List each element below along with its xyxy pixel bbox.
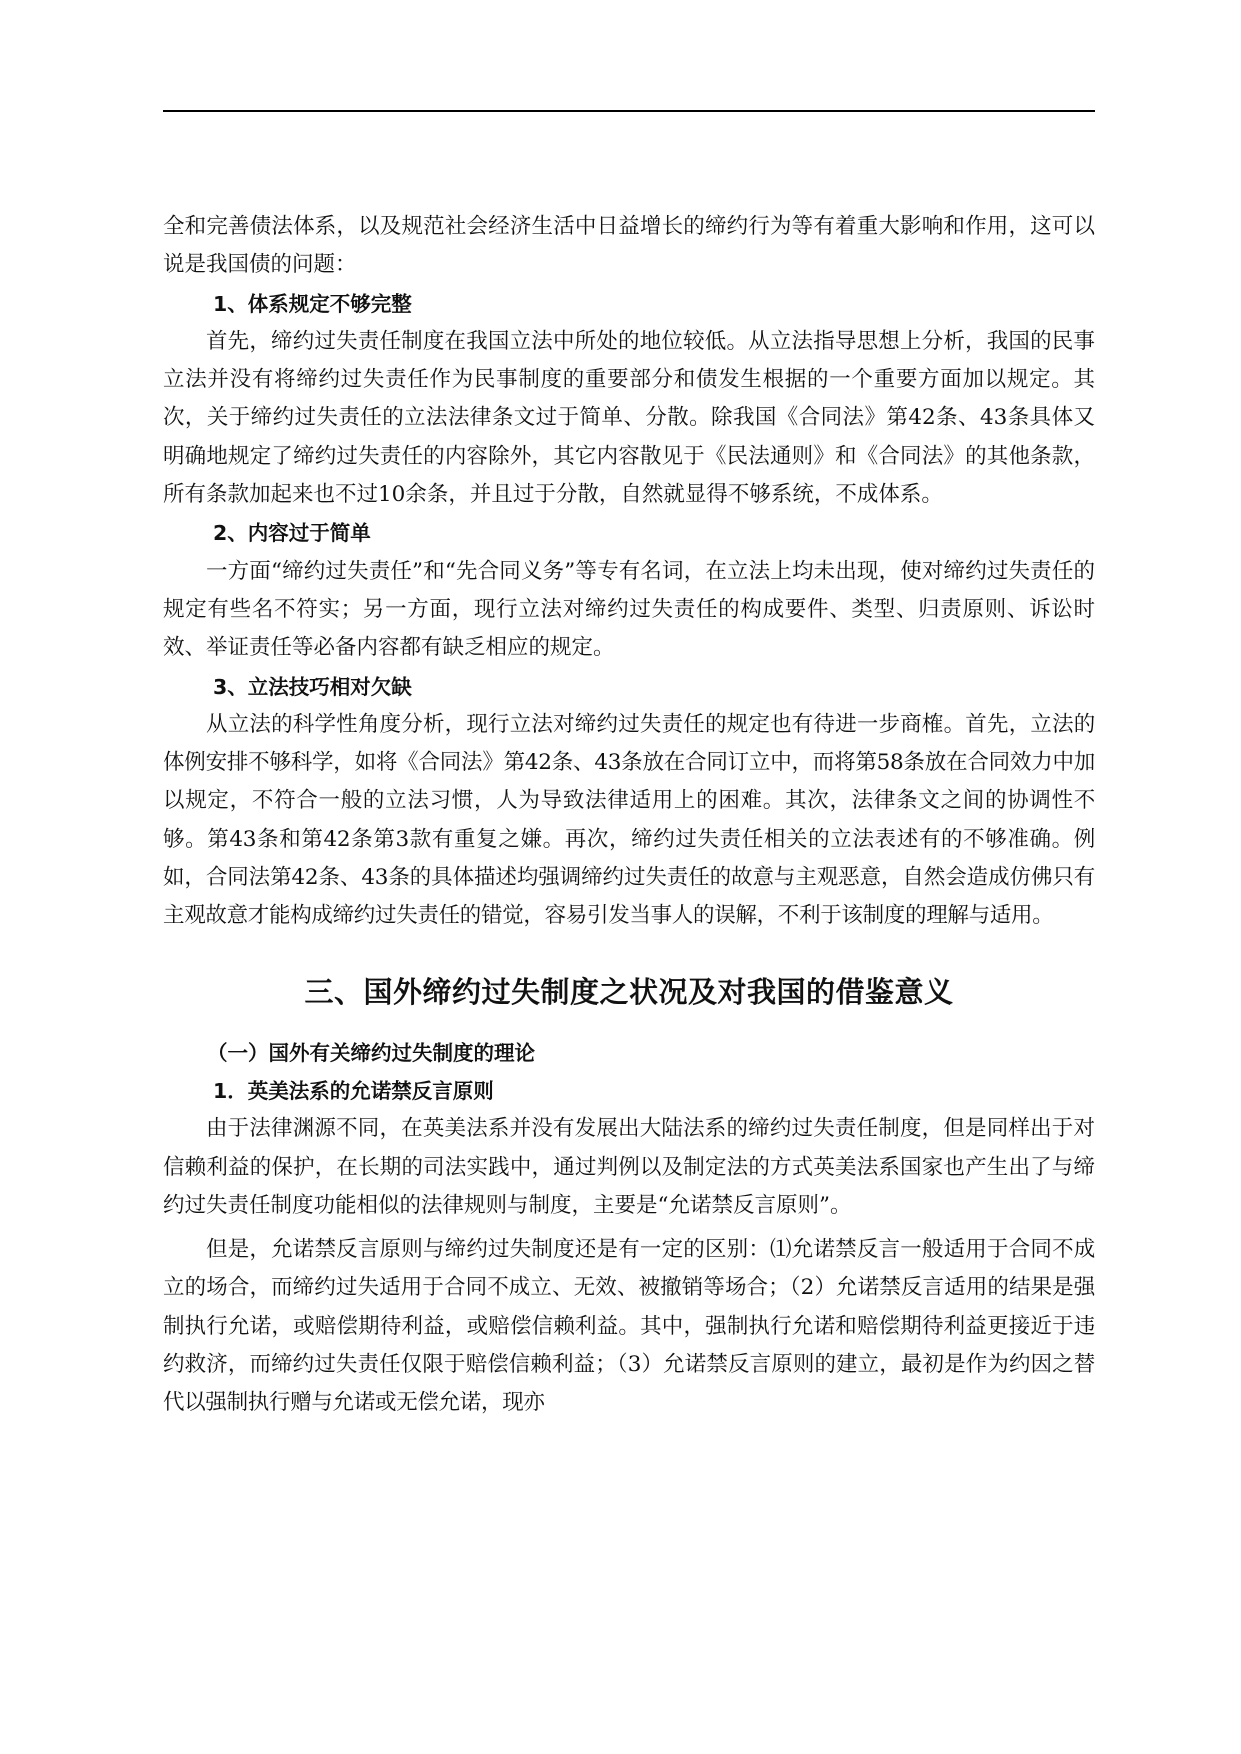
heading-content-simple: 2、内容过于简单 [213, 521, 371, 546]
paragraph-intro: 全和完善债法体系，以及规范社会经济生活中日益增长的缔约行为等有着重大影响和作用，这可以说是我国债的问题： [163, 214, 1095, 278]
paragraph-differences: 但是，允诺禁反言原则与缔约过失制度还是有一定的区别：⑴允诺禁反言一般适用于合同不成立的场合，而缔约过失适用于合同不成立、无效、被撤销等场合；（2）允诺禁反言适用的结果是强制执行允诺，或赔偿期待利益，或赔偿信赖利益。其中，强制执行允诺和赔偿期待利益更接近于违约救济，而缔约过失责任仅限于赔偿信赖利益；（3）允诺禁反言原则的建立，最初是作为约因之替代以强制执行赠与允诺或无偿允诺，现亦 [163, 1237, 1095, 1416]
paragraph-promissory-estoppel: 由于法律渊源不同，在英美法系并没有发展出大陆法系的缔约过失责任制度，但是同样出于对信赖利益的保护，在长期的司法实践中，通过判例以及制定法的方式英美法系国家也产生出了与缔约过失责任制度功能相似的法律规则与制度，主要是“允诺禁反言原则”。 [163, 1116, 1095, 1218]
header-rule [163, 110, 1095, 112]
section-title: 三、国外缔约过失制度之状况及对我国的借鉴意义 [304, 974, 954, 1009]
paragraph-system-incomplete: 首先，缔约过失责任制度在我国立法中所处的地位较低。从立法指导思想上分析，我国的民事立法并没有将缔约过失责任作为民事制度的重要部分和债发生根据的一个重要方面加以规定。其次，关于缔约过失责任的立法法律条文过于简单、分散。除我国《合同法》第42条、43条具体又明确地规定了缔约过失责任的内容除外，其它内容散见于《民法通则》和《合同法》的其他条款，所有条款加起来也不过10余条，并且过于分散，自然就显得不够系统，不成体系。 [163, 328, 1095, 508]
heading-legislative-technique: 3、立法技巧相对欠缺 [213, 674, 412, 699]
paragraph-content-simple: 一方面“缔约过失责任”和“先合同义务”等专有名词，在立法上均未出现，使对缔约过失责任的规定有些名不符实；另一方面，现行立法对缔约过失责任的构成要件、类型、归责原则、诉讼时效、举证责任等必备内容都有缺乏相应的规定。 [163, 558, 1095, 661]
heading-promissory-estoppel: 1．英美法系的允诺禁反言原则 [213, 1078, 494, 1103]
paragraph-legislative-technique: 从立法的科学性角度分析，现行立法对缔约过失责任的规定也有待进一步商榷。首先，立法的体例安排不够科学，如将《合同法》第42条、43条放在合同订立中，而将第58条放在合同效力中加以规定，不符合一般的立法习惯，人为导致法律适用上的困难。其次，法律条文之间的协调性不够。第43条和第42条第3款有重复之嫌。再次，缔约过失责任相关的立法表述有的不够准确。例如，合同法第42条、43条的具体描述均强调缔约过失责任的故意与主观恶意，自然会造成仿佛只有主观故意才能构成缔约过失责任的错觉，容易引发当事人的误解，不利于该制度的理解与适用。 [163, 711, 1095, 929]
document-body [163, 208, 1095, 1423]
subsection-title: （一）国外有关缔约过失制度的理论 [207, 1040, 535, 1065]
heading-system-incomplete: 1、体系规定不够完整 [213, 291, 412, 316]
